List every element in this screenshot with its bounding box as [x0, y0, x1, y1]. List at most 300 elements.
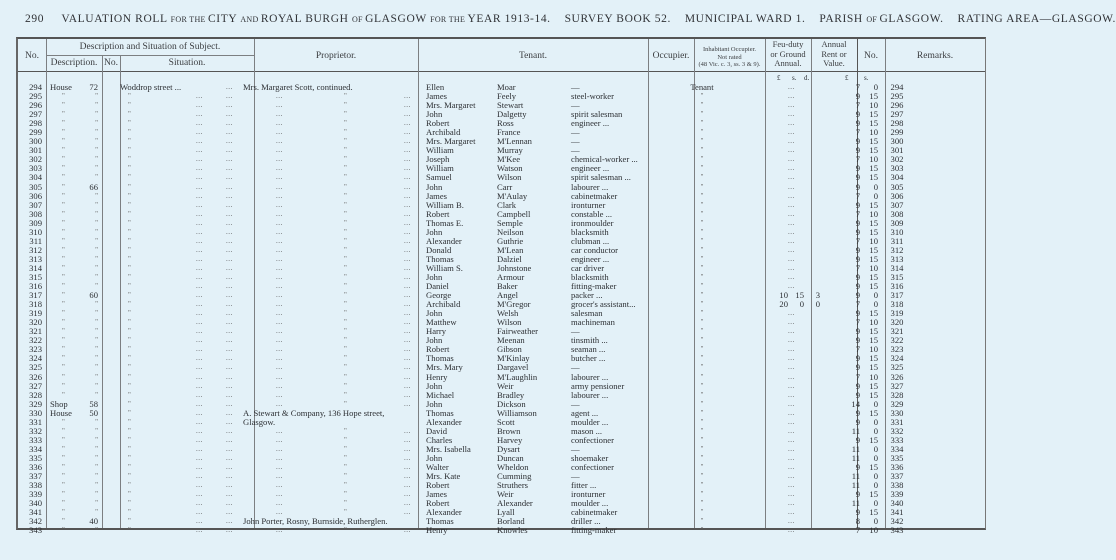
situation: " — [128, 173, 131, 182]
proprietor-ditto: " — [344, 318, 347, 327]
entry-number: 334 — [29, 443, 42, 454]
entry-number-right: 335 — [890, 452, 904, 463]
tenant-occupation: — — [571, 471, 580, 482]
header-no: No. — [25, 51, 39, 61]
description: " — [62, 263, 65, 272]
proprietor-ditto-dots: ... — [276, 92, 283, 101]
feu-duty-empty: ... — [788, 444, 795, 453]
description: " — [62, 499, 65, 508]
header-annual-rent — [811, 40, 857, 69]
leader-dots: ... — [404, 101, 411, 110]
leader-dots: ... — [196, 119, 203, 128]
occupier: " — [700, 472, 704, 481]
proprietor-ditto-dots: ... — [276, 444, 283, 453]
entry-number-right: 303 — [890, 163, 904, 174]
leader-dots: ... — [226, 372, 233, 381]
leader-dots: ... — [196, 300, 203, 309]
proprietor-ditto: " — [344, 200, 347, 209]
situation: " — [128, 381, 131, 390]
proprietor-ditto: " — [344, 254, 347, 263]
entry-number-right: 306 — [890, 190, 904, 201]
tenant-surname: Meenan — [497, 335, 525, 346]
feu-duty-empty: ... — [788, 472, 795, 481]
leader-dots: ... — [404, 481, 411, 490]
rent-pounds: 9 — [855, 109, 860, 120]
entry-number: 303 — [29, 163, 42, 174]
proprietor-ditto-dots: ... — [276, 119, 283, 128]
leader-dots: ... — [196, 164, 203, 173]
situation: " — [128, 146, 131, 155]
tenant-first-name: David — [426, 425, 448, 436]
tenant-occupation: cabinetmaker — [571, 507, 618, 518]
rent-shillings: 10 — [869, 127, 878, 138]
rent-shillings: 10 — [869, 208, 878, 219]
situation: " — [128, 390, 131, 399]
street-number: " — [95, 462, 98, 471]
entry-number: 326 — [29, 371, 42, 382]
entry-number: 340 — [29, 498, 42, 509]
leader-dots: ... — [196, 372, 203, 381]
situation: " — [128, 526, 131, 535]
leader-dots: ... — [196, 499, 203, 508]
occupier: " — [700, 173, 704, 182]
situation: " — [128, 435, 131, 444]
entry-number: 333 — [29, 434, 42, 445]
proprietor-ditto: " — [344, 119, 347, 128]
leader-dots: ... — [404, 472, 411, 481]
leader-dots: ... — [196, 481, 203, 490]
leader-dots: ... — [196, 200, 203, 209]
proprietor-ditto-dots: ... — [276, 164, 283, 173]
leader-dots: ... — [196, 453, 203, 462]
leader-dots: ... — [226, 128, 233, 137]
tenant-first-name: Mrs. Margaret — [426, 100, 476, 111]
tenant-occupation: moulder ... — [571, 498, 609, 509]
rent-shillings: 15 — [869, 507, 878, 518]
entry-number: 294 — [29, 82, 42, 92]
leader-dots: ... — [226, 173, 233, 182]
feu-duty-empty: ... — [788, 318, 795, 327]
leader-dots: ... — [226, 517, 233, 526]
leader-dots: ... — [226, 254, 233, 263]
feu-duty-empty: ... — [788, 309, 795, 318]
rent-shillings: 15 — [869, 217, 878, 228]
leader-dots: ... — [196, 92, 203, 101]
feu-duty-empty: ... — [788, 137, 795, 146]
leader-dots: ... — [196, 236, 203, 245]
entry-number-right: 316 — [890, 281, 904, 292]
leader-dots: ... — [404, 227, 411, 236]
entry-number: 308 — [29, 208, 42, 219]
proprietor: Mrs. Margaret Scott, continued. — [243, 82, 353, 92]
rent-shillings: 15 — [869, 136, 878, 147]
tenant-surname: Dickson — [497, 398, 526, 409]
proprietor-ditto-dots: ... — [276, 282, 283, 291]
leader-dots: ... — [404, 110, 411, 119]
leader-dots: ... — [196, 336, 203, 345]
rent-shillings: 10 — [869, 525, 878, 536]
leader-dots: ... — [404, 300, 411, 309]
proprietor-ditto: " — [344, 462, 347, 471]
leader-dots: ... — [196, 182, 203, 191]
title-word: GLASGOW — [365, 13, 431, 25]
leader-dots: ... — [226, 101, 233, 110]
rent-pounds: 9 — [855, 461, 860, 472]
tenant-first-name: Archibald — [426, 299, 461, 310]
header-situation: Situation. — [168, 58, 206, 68]
feu-duty-empty: ... — [788, 146, 795, 155]
feu-duty-empty: ... — [788, 245, 795, 254]
tenant-surname: Stewart — [497, 100, 524, 111]
feu-duty-empty: ... — [788, 164, 795, 173]
rent-shillings: 15 — [869, 271, 878, 282]
leader-dots: ... — [196, 345, 203, 354]
tenant-first-name: Robert — [426, 498, 450, 509]
rent-pounds: 7 — [855, 208, 860, 219]
unit-pound: £ — [777, 74, 781, 82]
proprietor-ditto-dots: ... — [276, 426, 283, 435]
description: Shop — [50, 398, 68, 409]
street-number: " — [95, 282, 98, 291]
entry-number-right: 329 — [890, 398, 904, 409]
entry-number: 297 — [29, 109, 42, 120]
proprietor-ditto-dots: ... — [276, 254, 283, 263]
tenant-surname: Struthers — [497, 480, 529, 491]
leader-dots: ... — [226, 399, 233, 408]
rent-pounds: 7 — [855, 344, 860, 355]
entry-number: 296 — [29, 100, 42, 111]
street-number: " — [95, 372, 98, 381]
leader-dots: ... — [196, 526, 203, 535]
street-number: " — [95, 236, 98, 245]
occupier: " — [700, 164, 704, 173]
feu-duty-empty: ... — [788, 327, 795, 336]
rent-pounds: 9 — [855, 181, 860, 192]
entry-number-right: 326 — [890, 371, 904, 382]
entry-number: 316 — [29, 281, 42, 292]
feu-duty-empty: ... — [788, 390, 795, 399]
rent-shillings: 15 — [869, 281, 878, 292]
tenant-surname: Bradley — [497, 389, 525, 400]
leader-dots: ... — [196, 354, 203, 363]
tenant-occupation: labourer ... — [571, 181, 609, 192]
description: " — [62, 472, 65, 481]
rent-pounds: 11 — [851, 498, 860, 509]
tenant-first-name: George — [426, 290, 452, 301]
tenant-first-name: Robert — [426, 118, 450, 129]
entry-number: 329 — [29, 398, 42, 409]
rent-shillings: 0 — [873, 290, 878, 301]
leader-dots: ... — [404, 363, 411, 372]
rent-pounds: 9 — [855, 290, 860, 301]
tenant-surname: Dalziel — [497, 253, 522, 264]
rent-shillings: 15 — [869, 91, 878, 102]
feu-duty-empty: ... — [788, 481, 795, 490]
tenant-occupation: labourer ... — [571, 389, 609, 400]
tenant-first-name: Thomas — [426, 516, 454, 527]
rent-shillings: 15 — [869, 489, 878, 500]
tenant-surname: Scott — [497, 416, 515, 427]
tenant-occupation: fitting-maker — [571, 281, 617, 292]
street-number: " — [95, 318, 98, 327]
proprietor-ditto: " — [344, 282, 347, 291]
leader-dots: ... — [196, 191, 203, 200]
description: " — [62, 101, 65, 110]
leader-dots: ... — [196, 263, 203, 272]
proprietor-ditto-dots: ... — [276, 146, 283, 155]
tenant-surname: Borland — [497, 516, 525, 527]
rent-pounds: 7 — [855, 525, 860, 536]
situation: " — [128, 291, 131, 300]
rent-pounds: 9 — [855, 362, 860, 373]
leader-dots: ... — [404, 390, 411, 399]
street-number: " — [95, 173, 98, 182]
situation: " — [128, 101, 131, 110]
occupier: " — [700, 327, 704, 336]
street-number: " — [95, 146, 98, 155]
entry-number: 322 — [29, 335, 42, 346]
occupier: Tenant — [690, 82, 714, 92]
rent-pounds: 9 — [855, 434, 860, 445]
title-connector: AND — [240, 15, 261, 24]
rent-pounds: 9 — [855, 136, 860, 147]
tenant-occupation: machineman — [571, 317, 615, 328]
entry-number-right: 315 — [890, 271, 904, 282]
entry-number-right: 311 — [890, 235, 904, 246]
leader-dots: ... — [196, 110, 203, 119]
feu-duty-empty: ... — [788, 182, 795, 191]
entry-number: 307 — [29, 199, 42, 210]
tenant-occupation: engineer ... — [571, 253, 610, 264]
leader-dots: ... — [404, 128, 411, 137]
tenant-surname: M'Lean — [497, 244, 524, 255]
rent-shillings: 10 — [869, 100, 878, 111]
situation: " — [128, 245, 131, 254]
street-number: 50 — [89, 407, 98, 418]
leader-dots: ... — [404, 499, 411, 508]
situation: " — [128, 517, 131, 526]
proprietor-ditto-dots: ... — [276, 462, 283, 471]
proprietor-ditto-dots: ... — [276, 300, 283, 309]
feu-duty-empty: ... — [788, 155, 795, 164]
proprietor-ditto-dots: ... — [276, 318, 283, 327]
tenant-occupation: salesman — [571, 308, 603, 319]
leader-dots: ... — [196, 444, 203, 453]
header-proprietor: Proprietor. — [315, 51, 357, 61]
occupier: " — [700, 272, 704, 281]
tenant-first-name: James — [426, 190, 448, 201]
proprietor-ditto-dots: ... — [276, 101, 283, 110]
entry-number: 331 — [29, 416, 42, 427]
entry-number: 343 — [29, 525, 42, 536]
leader-dots: ... — [404, 218, 411, 227]
proprietor-ditto: " — [344, 372, 347, 381]
entry-number: 342 — [29, 516, 42, 527]
tenant-occupation: packer ... — [571, 290, 603, 301]
tenant-occupation: — — [571, 100, 580, 111]
entry-number-right: 310 — [890, 226, 904, 237]
leader-dots: ... — [226, 381, 233, 390]
leader-dots: ... — [226, 336, 233, 345]
entry-number-right: 332 — [890, 425, 904, 436]
title-connector: FOR THE — [170, 15, 209, 24]
description: " — [62, 146, 65, 155]
feu-duty-empty: ... — [788, 282, 795, 291]
entry-number-right: 302 — [890, 154, 904, 165]
proprietor-ditto: " — [344, 191, 347, 200]
rent-pounds: 9 — [855, 489, 860, 500]
leader-dots: ... — [404, 426, 411, 435]
tenant-occupation: cabinetmaker — [571, 190, 618, 201]
leader-dots: ... — [226, 318, 233, 327]
page-number: 290 — [25, 13, 45, 25]
tenant-first-name: Thomas — [426, 253, 454, 264]
description: " — [62, 119, 65, 128]
tenant-surname: Williamson — [497, 407, 537, 418]
leader-dots: ... — [404, 318, 411, 327]
unit-shillings: s. — [864, 74, 869, 82]
tenant-surname: M'Lennan — [497, 136, 532, 147]
leader-dots: ... — [196, 517, 203, 526]
tenant-occupation: mason ... — [571, 425, 603, 436]
tenant-occupation: engineer ... — [571, 118, 610, 129]
leader-dots: ... — [404, 327, 411, 336]
rent-shillings: 0 — [873, 452, 878, 463]
rent-pounds: 7 — [855, 154, 860, 165]
proprietor-ditto-dots: ... — [276, 435, 283, 444]
feu-duty-empty: ... — [788, 101, 795, 110]
tenant-occupation: car conductor — [571, 244, 619, 255]
situation: " — [128, 137, 131, 146]
situation: " — [128, 119, 131, 128]
tenant-occupation: — — [571, 145, 580, 156]
tenant-first-name: John — [426, 181, 443, 192]
leader-dots: ... — [404, 245, 411, 254]
header-occupier: Occupier. — [652, 51, 690, 61]
tenant-surname: Ross — [497, 118, 514, 129]
tenant-surname: Welsh — [497, 308, 519, 319]
leader-dots: ... — [226, 390, 233, 399]
description: House — [50, 407, 72, 418]
tenant-occupation: — — [571, 443, 580, 454]
tenant-surname: Moar — [497, 82, 516, 92]
proprietor-ditto-dots: ... — [276, 372, 283, 381]
leader-dots: ... — [226, 426, 233, 435]
header-feu-line: Annual. — [774, 58, 802, 68]
rent-pounds: 9 — [855, 217, 860, 228]
header-feu-line: or Ground — [770, 48, 806, 59]
description: House — [50, 82, 72, 92]
rent-shillings: 0 — [873, 181, 878, 192]
entry-number: 299 — [29, 127, 42, 138]
proprietor: Glasgow. — [243, 416, 276, 427]
leader-dots: ... — [196, 227, 203, 236]
description: " — [62, 345, 65, 354]
entry-number-right: 336 — [890, 461, 904, 472]
proprietor-ditto-dots: ... — [276, 263, 283, 272]
proprietor-ditto: " — [344, 155, 347, 164]
leader-dots: ... — [196, 101, 203, 110]
feu-duty-empty: ... — [788, 363, 795, 372]
entry-number-right: 301 — [890, 145, 904, 156]
tenant-occupation: blacksmith — [571, 271, 609, 282]
leader-dots: ... — [226, 354, 233, 363]
street-number: " — [95, 300, 98, 309]
proprietor-ditto-dots: ... — [276, 128, 283, 137]
rent-shillings: 15 — [869, 109, 878, 120]
leader-dots: ... — [404, 444, 411, 453]
proprietor-ditto: " — [344, 345, 347, 354]
leader-dots: ... — [226, 164, 233, 173]
header-tenant: Tenant. — [518, 51, 548, 61]
tenant-first-name: James — [426, 91, 448, 102]
proprietor-ditto: " — [344, 164, 347, 173]
leader-dots: ... — [404, 137, 411, 146]
title-word: ROYAL BURGH — [260, 13, 352, 25]
leader-dots: ... — [226, 300, 233, 309]
entry-number-right: 305 — [890, 181, 904, 192]
leader-dots: ... — [226, 526, 233, 535]
leader-dots: ... — [226, 209, 233, 218]
entry-number-right: 340 — [890, 498, 904, 509]
tenant-surname: Weir — [497, 380, 514, 391]
leader-dots: ... — [404, 164, 411, 173]
feu-duty-empty: ... — [788, 345, 795, 354]
entry-number-right: 300 — [890, 136, 904, 147]
proprietor-ditto: " — [344, 128, 347, 137]
feu-duty-empty: ... — [788, 426, 795, 435]
description: " — [62, 462, 65, 471]
proprietor-ditto-dots: ... — [276, 309, 283, 318]
occupier: " — [700, 263, 704, 272]
street-number: " — [95, 254, 98, 263]
rent-pounds: 9 — [855, 199, 860, 210]
rent-shillings: 0 — [873, 425, 878, 436]
situation: " — [128, 282, 131, 291]
entry-number: 319 — [29, 308, 42, 319]
proprietor-ditto: " — [344, 291, 347, 300]
description: " — [62, 381, 65, 390]
street-number: " — [95, 336, 98, 345]
tenant-first-name: John — [426, 109, 443, 120]
subheader-rule — [46, 55, 254, 56]
tenant-surname: Weir — [497, 489, 514, 500]
entry-number: 317 — [29, 290, 42, 301]
situation: " — [128, 182, 131, 191]
situation: " — [128, 336, 131, 345]
entry-number-right: 318 — [890, 299, 904, 310]
tenant-occupation: seaman ... — [571, 344, 606, 355]
leader-dots: ... — [196, 490, 203, 499]
situation: " — [128, 263, 131, 272]
leader-dots: ... — [226, 363, 233, 372]
entry-number-right: 319 — [890, 308, 904, 319]
feu-duty-empty: ... — [788, 517, 795, 526]
entry-number-right: 330 — [890, 407, 904, 418]
street-number: " — [95, 426, 98, 435]
entry-number-right: 308 — [890, 208, 904, 219]
entry-number: 302 — [29, 154, 42, 165]
proprietor-ditto: " — [344, 218, 347, 227]
leader-dots: ... — [226, 245, 233, 254]
rent-pounds: 9 — [855, 407, 860, 418]
leader-dots: ... — [404, 309, 411, 318]
leader-dots: ... — [196, 309, 203, 318]
description: " — [62, 327, 65, 336]
situation: " — [128, 128, 131, 137]
leader-dots: ... — [226, 417, 233, 426]
description: " — [62, 318, 65, 327]
